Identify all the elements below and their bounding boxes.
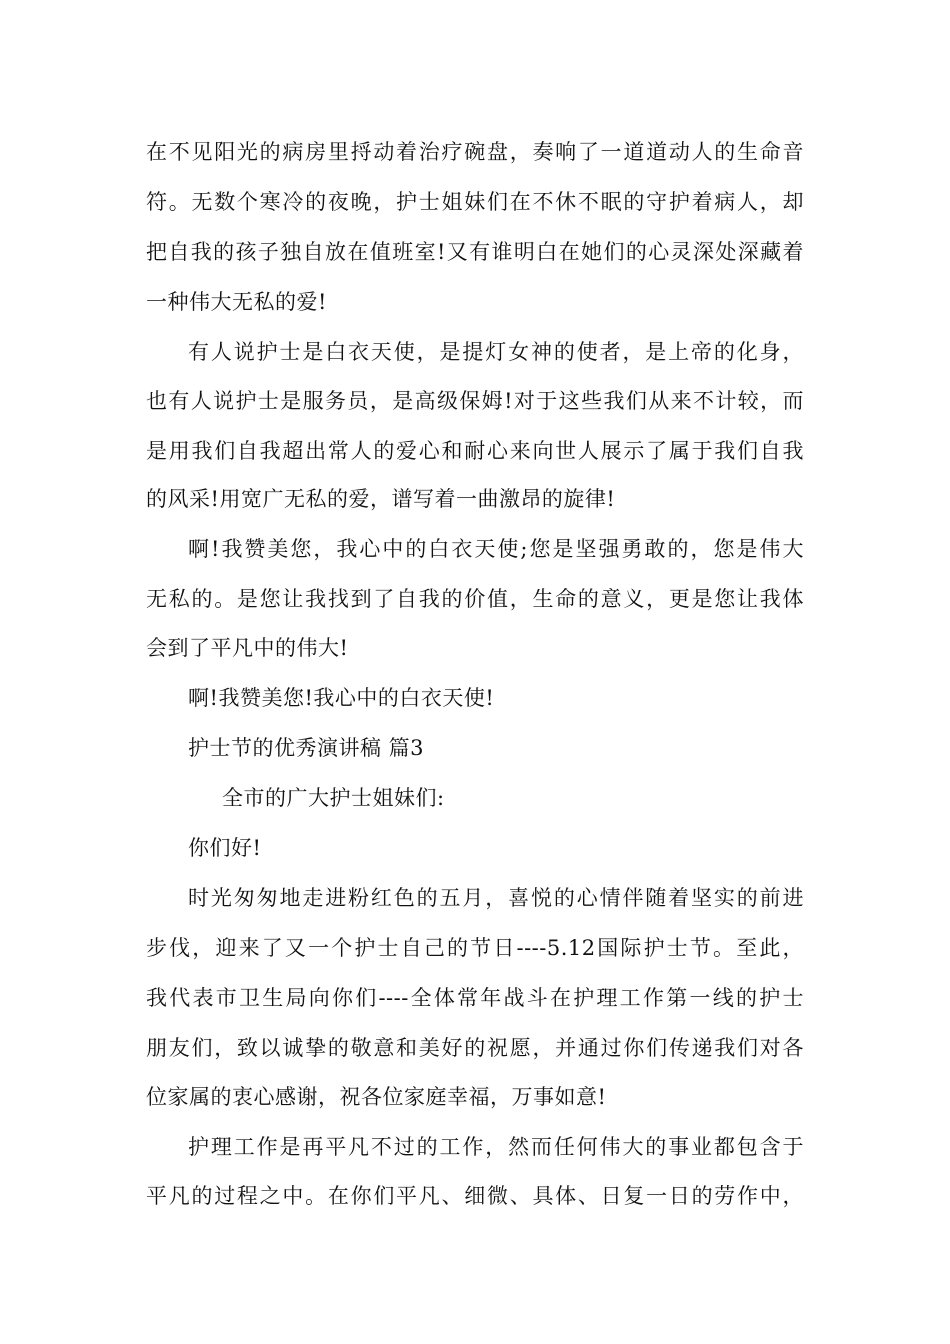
- text-line: 时光匆匆地走进粉红色的五月，喜悦的心情伴随着坚实的前进: [188, 886, 804, 910]
- text-line: 步伐，迎来了又一个护士自己的节日----5.12国际护士节。至此，: [146, 936, 804, 960]
- text-line: 的风采!用宽广无私的爱，谱写着一曲激昂的旋律!: [146, 487, 616, 511]
- salutation: 全市的广大护士姐妹们:: [222, 786, 445, 810]
- text-line: 把自我的孩子独自放在值班室!又有谁明白在她们的心灵深处深藏着: [146, 240, 804, 264]
- text-line: 平凡的过程之中。在你们平凡、细微、具体、日复一日的劳作中，: [146, 1184, 804, 1208]
- text-line: 有人说护士是白衣天使，是提灯女神的使者，是上帝的化身，: [188, 340, 804, 364]
- text-line: 啊!我赞美您!我心中的白衣天使!: [188, 686, 495, 710]
- text-line: 是用我们自我超出常人的爱心和耐心来向世人展示了属于我们自我: [146, 439, 804, 463]
- text-line: 护理工作是再平凡不过的工作，然而任何伟大的事业都包含于: [188, 1135, 804, 1159]
- text-line: 在不见阳光的病房里捋动着治疗碗盘，奏响了一道道动人的生命音: [146, 140, 804, 164]
- text-line: 符。无数个寒冷的夜晚，护士姐妹们在不休不眠的守护着病人，却: [146, 190, 804, 214]
- text-line: 位家属的衷心感谢，祝各位家庭幸福，万事如意!: [146, 1085, 607, 1109]
- text-line: 朋友们，致以诚挚的敬意和美好的祝愿，并通过你们传递我们对各: [146, 1036, 804, 1060]
- greeting: 你们好!: [188, 836, 262, 860]
- text-line: 无私的。是您让我找到了自我的价值，生命的意义，更是您让我体: [146, 587, 804, 611]
- text-line: 我代表市卫生局向你们----全体常年战斗在护理工作第一线的护士: [146, 986, 804, 1010]
- text-line: 也有人说护士是服务员，是高级保姆!对于这些我们从来不计较，而: [146, 389, 804, 413]
- section-heading: 护士节的优秀演讲稿 篇3: [188, 736, 425, 760]
- text-line: 一种伟大无私的爱!: [146, 290, 327, 314]
- text-line: 会到了平凡中的伟大!: [146, 636, 349, 660]
- text-line: 啊!我赞美您，我心中的白衣天使;您是坚强勇敢的，您是伟大: [188, 537, 804, 561]
